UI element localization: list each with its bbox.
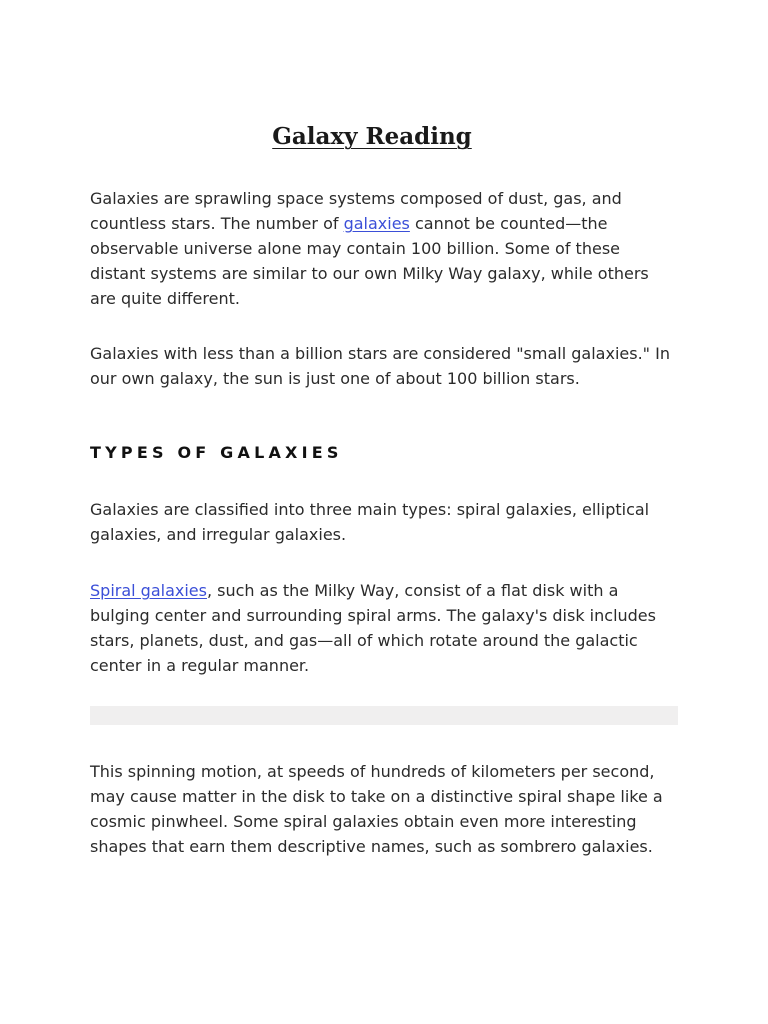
classification-paragraph: Galaxies are classified into three main types: spiral galaxies, elliptical galaxies, and irregular galaxies. [90,500,650,544]
spiral-galaxies-link[interactable]: Spiral galaxies [90,581,207,600]
media-placeholder [90,706,678,725]
intro-text-before: Galaxies are sprawling space systems composed of dust, gas, and countless stars. The number of [90,189,622,233]
spinning-motion-paragraph: This spinning motion, at speeds of hundreds of kilometers per second, may cause matter in the disk to take on a distinctive spiral shape like a cosmic pinwheel. Some spiral galaxies obtain even more interesting shapes that earn them descriptive names, such as sombrero galaxies. [90,762,663,856]
small-galaxies-paragraph: Galaxies with less than a billion stars are considered "small galaxies." In our own galaxy, the sun is just one of about 100 billion stars. [90,344,670,388]
galaxies-link[interactable]: galaxies [343,214,410,233]
page-title: Galaxy Reading [272,123,472,150]
intro-paragraph [90,186,670,311]
spiral-text-after: , such as the Milky Way, consist of a flat disk with a bulging center and surrounding spiral arms. The galaxy's disk includes stars, planets, dust, and gas—all of which rotate around the galactic center in a regular manner. [90,581,656,675]
intro-text-after: cannot be counted—the observable universe alone may contain 100 billion. Some of these distant systems are similar to our own Milky Way galaxy, while others are quite different. [90,214,649,308]
section-heading-types: TYPES OF GALAXIES [90,443,343,462]
spiral-paragraph [90,578,670,678]
